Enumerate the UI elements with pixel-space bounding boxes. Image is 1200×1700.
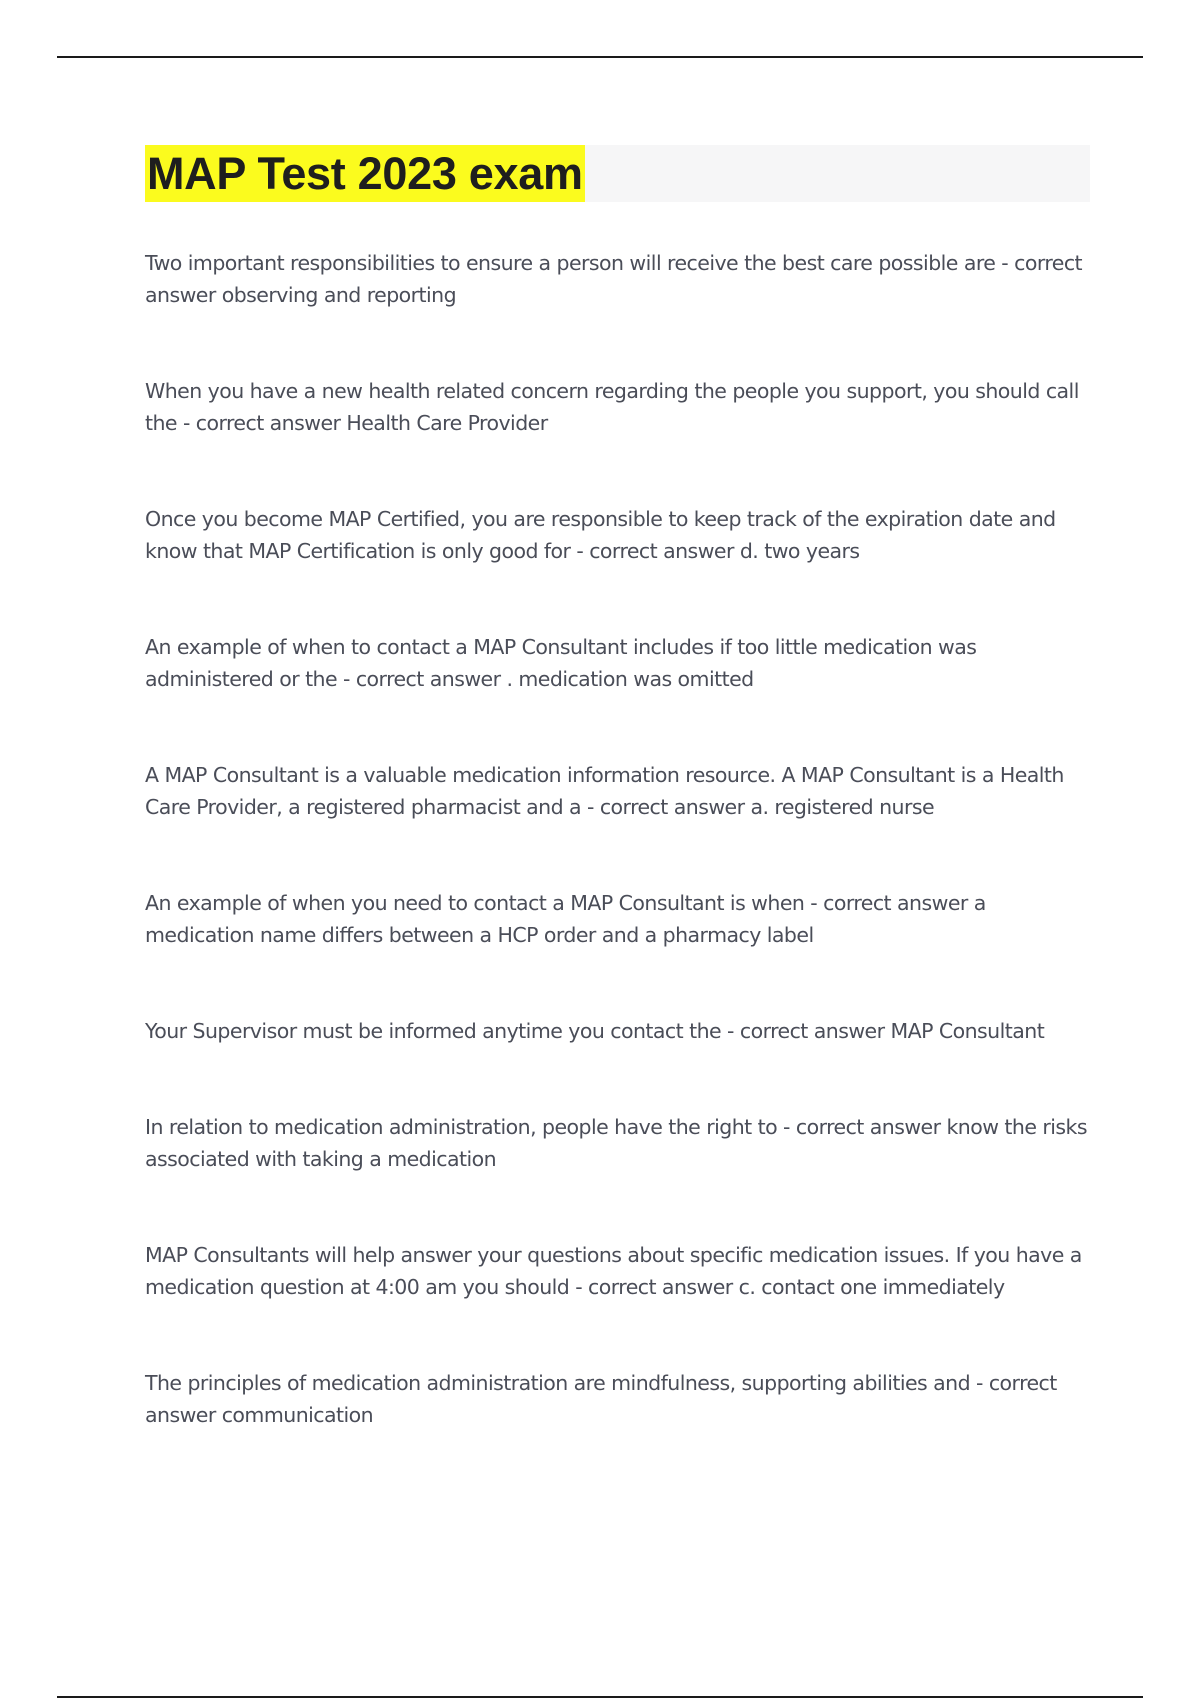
qa-item: An example of when to contact a MAP Consultant includes if too little medication was administered or the - correct answer . medication was omitted [145, 635, 977, 691]
top-rule [57, 56, 1143, 58]
qa-list [145, 247, 1095, 1495]
qa-item: A MAP Consultant is a valuable medication information resource. A MAP Consultant is a Health Care Provider, a registered pharmacist and a - correct answer a. registered nurse [145, 763, 1064, 819]
qa-item: An example of when you need to contact a MAP Consultant is when - correct answer a medication name differs between a HCP order and a pharmacy label [145, 891, 986, 947]
qa-item: When you have a new health related concern regarding the people you support, you should call the - correct answer Health Care Provider [145, 379, 1079, 435]
qa-item: Once you become MAP Certified, you are responsible to keep track of the expiration date and know that MAP Certification is only good for - correct answer d. two years [145, 507, 1056, 563]
qa-item: MAP Consultants will help answer your questions about specific medication issues. If you have a medication question at 4:00 am you should - correct answer c. contact one immediately [145, 1243, 1082, 1299]
bottom-rule [57, 1696, 1143, 1698]
qa-item: Your Supervisor must be informed anytime you contact the - correct answer MAP Consultant [145, 1019, 1045, 1043]
qa-item: Two important responsibilities to ensure a person will receive the best care possible are - correct answer observing and reporting [145, 251, 1083, 307]
document-title: MAP Test 2023 exam [145, 145, 585, 202]
qa-item: In relation to medication administration, people have the right to - correct answer know the risks associated with taking a medication [145, 1115, 1087, 1171]
qa-item: The principles of medication administration are mindfulness, supporting abilities and - correct answer communication [145, 1371, 1057, 1427]
